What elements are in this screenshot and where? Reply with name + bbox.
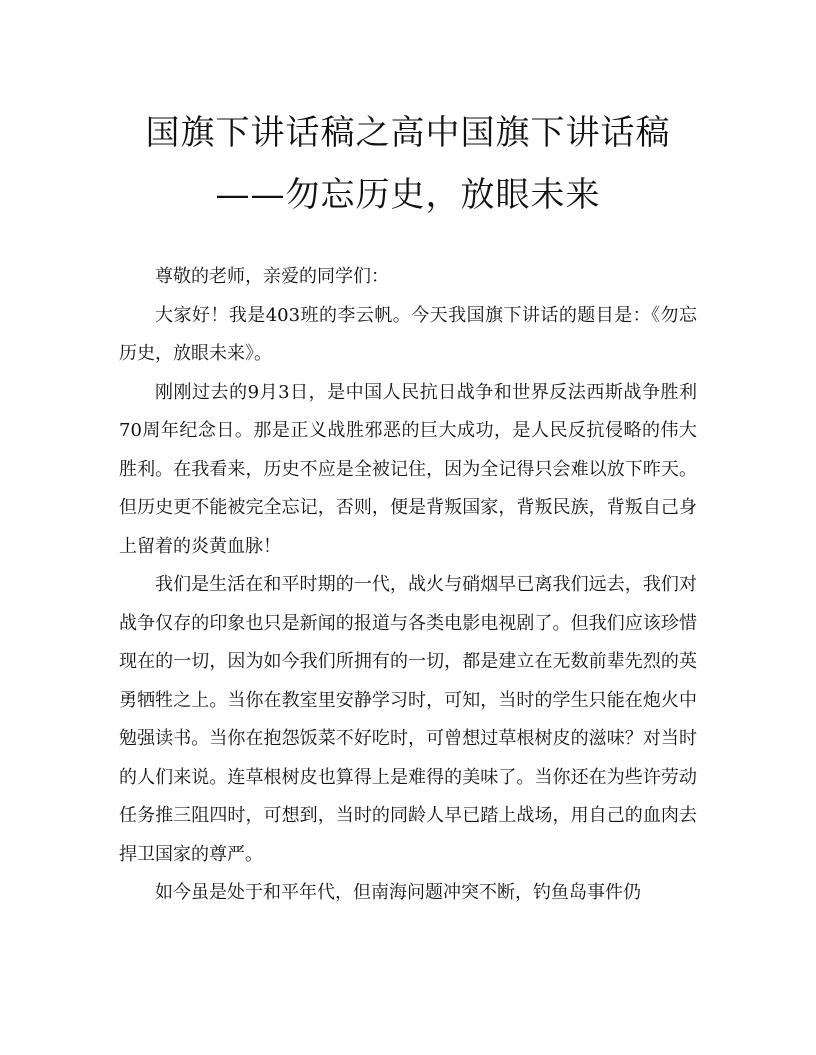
document-body [119,258,697,913]
peace-generation-paragraph: 我们是生活在和平时期的一代，战火与硝烟早已离我们远去，我们对战争仅存的印象也只是新闻的报道与各类电影电视剧了。但我们应该珍惜现在的一切，因为如今我们所拥有的一切，都是建立在无数前辈先烈的英勇牺牲之上。当你在教室里安静学习时，可知，当时的学生只能在炮火中勉强读书。当你在抱怨饭菜不好吃时，可曾想过草根树皮的滋味？对当时的人们来说。连草根树皮也算得上是难得的美味了。当你还在为些许劳动任务推三阻四时，可想到，当时的同龄人早已踏上战场，用自己的血肉去捍卫国家的尊严。 [119,574,697,865]
current-situation-paragraph: 如今虽是处于和平年代，但南海问题冲突不断，钓鱼岛事件仍 [155,882,641,903]
history-paragraph: 刚刚过去的9月3日，是中国人民抗日战争和世界反法西斯战争胜利70周年纪念日。那是正义战胜邪恶的巨大成功，是人民反抗侵略的伟大胜利。在我看来，历史不应是全被记住，因为全记得只会难以放下昨天。但历史更不能被完全忘记，否则，便是背叛国家，背叛民族，背叛自己身上留着的炎黄血脉！ [119,381,697,557]
salutation-paragraph: 尊敬的老师，亲爱的同学们： [155,266,389,287]
document-title-line1: 国旗下讲话稿之高中国旗下讲话稿 [145,113,671,153]
intro-paragraph: 大家好！我是403班的李云帆。今天我国旗下讲话的题目是：《勿忘历史，放眼未来》。 [119,304,697,364]
document-title-line2: ——勿忘历史，放眼未来 [215,175,601,215]
